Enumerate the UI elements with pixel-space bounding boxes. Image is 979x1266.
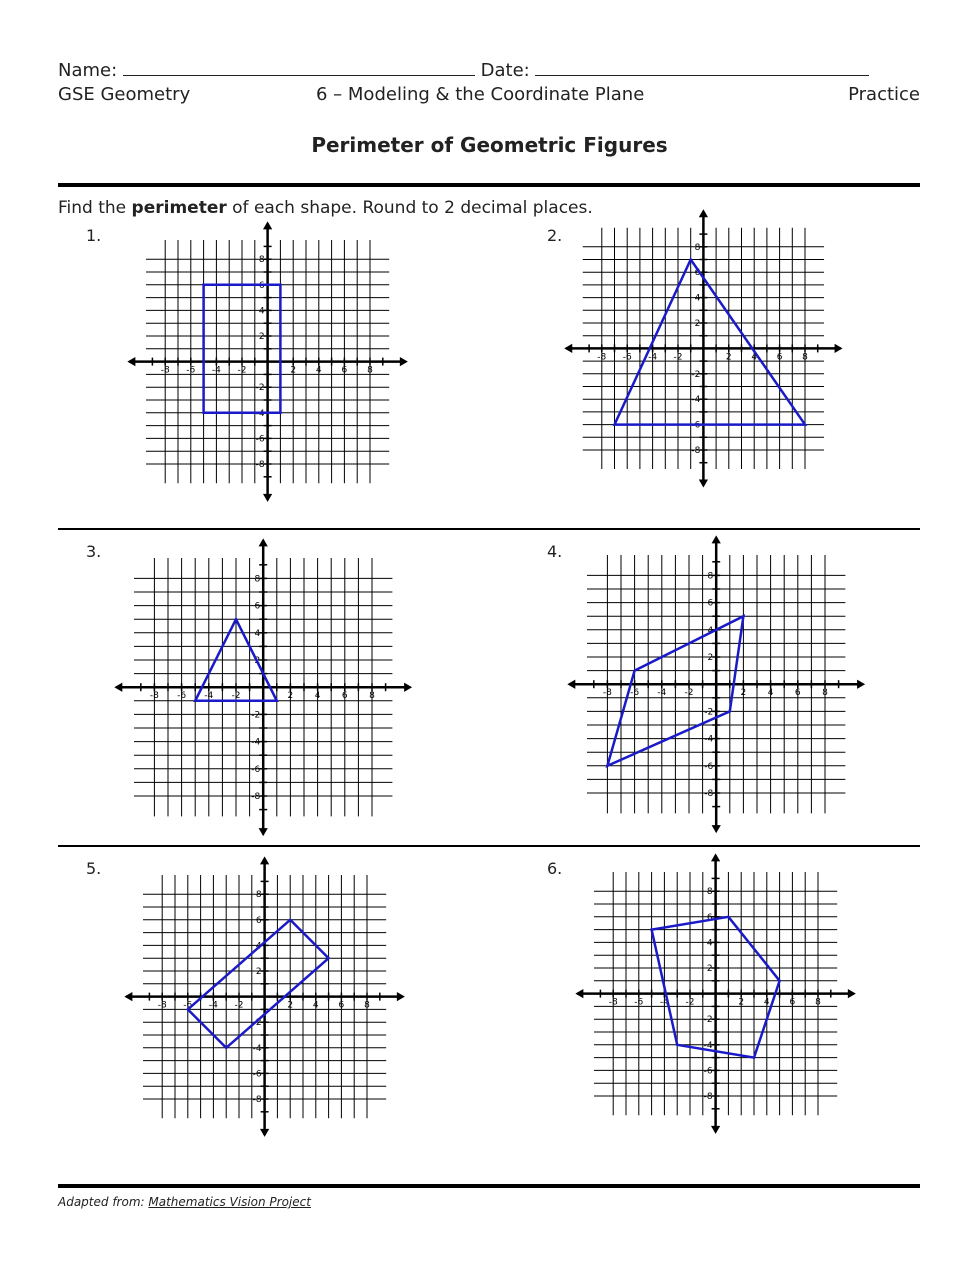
- x-tick-label: -4: [209, 1000, 219, 1011]
- y-tick-label: -2: [704, 1015, 713, 1026]
- y-tick-label: -6: [251, 764, 260, 775]
- x-tick-label: -6: [622, 351, 632, 362]
- arrow-right-icon: [848, 989, 856, 998]
- y-tick-label: 2: [707, 964, 713, 975]
- y-tick-label: 8: [254, 574, 260, 585]
- arrow-down-icon: [260, 1129, 269, 1137]
- y-tick-label: 4: [707, 938, 713, 949]
- y-tick-label: 4: [256, 941, 262, 952]
- x-tick-label: -4: [204, 690, 214, 701]
- arrow-up-icon: [263, 222, 272, 230]
- unit-label: 6 – Modeling & the Coordinate Plane: [316, 84, 645, 105]
- x-tick-label: 8: [367, 365, 374, 376]
- arrow-right-icon: [400, 357, 408, 366]
- y-tick-label: -6: [691, 420, 700, 431]
- x-tick-label: -6: [183, 1000, 193, 1011]
- problem-number: 4.: [547, 542, 563, 561]
- y-tick-label: -4: [251, 737, 260, 748]
- instructions-bold: perimeter: [131, 198, 227, 218]
- x-tick-label: 6: [341, 365, 348, 376]
- arrow-down-icon: [698, 479, 707, 487]
- coordinate-grid: [562, 840, 869, 1147]
- y-tick-label: -2: [704, 707, 713, 718]
- problem-number: 5.: [86, 859, 102, 878]
- y-tick-label: -6: [704, 761, 713, 772]
- x-tick-label: -8: [602, 687, 612, 698]
- arrow-left-icon: [564, 343, 572, 352]
- x-tick-label: -2: [684, 687, 694, 698]
- x-tick-label: 2: [290, 365, 297, 376]
- x-tick-label: 6: [776, 351, 783, 362]
- y-tick-label: -4: [253, 1044, 262, 1055]
- y-tick-label: 2: [707, 652, 713, 663]
- x-tick-label: 8: [801, 351, 808, 362]
- y-tick-label: -6: [256, 434, 265, 445]
- y-tick-label: 8: [707, 571, 713, 582]
- y-tick-label: 6: [259, 281, 265, 292]
- x-tick-label: 6: [789, 997, 796, 1008]
- y-tick-label: -8: [251, 791, 260, 802]
- x-tick-label: -6: [186, 365, 196, 376]
- x-tick-label: 4: [767, 687, 774, 698]
- y-tick-label: 2: [256, 967, 262, 978]
- x-tick-label: 4: [313, 1000, 320, 1011]
- x-tick-label: 6: [338, 1000, 345, 1011]
- problem-number: 2.: [547, 226, 563, 245]
- y-tick-label: -6: [253, 1069, 262, 1080]
- arrow-up-icon: [711, 854, 720, 862]
- x-tick-label: -8: [161, 365, 171, 376]
- footer-credit: [58, 1195, 311, 1209]
- arrow-up-icon: [260, 857, 269, 865]
- problem-number: 3.: [86, 542, 102, 561]
- y-tick-label: 2: [254, 655, 260, 666]
- x-tick-label: 4: [764, 997, 771, 1008]
- problem-number: 1.: [86, 226, 102, 245]
- instructions-after: of each shape. Round to 2 decimal places.: [226, 198, 593, 218]
- y-tick-label: 6: [694, 267, 700, 278]
- coordinate-grid: [553, 521, 879, 847]
- x-tick-label: -8: [596, 351, 606, 362]
- x-tick-label: -8: [158, 1000, 168, 1011]
- arrow-down-icon: [711, 825, 720, 833]
- x-tick-label: -2: [237, 365, 247, 376]
- x-tick-label: -4: [212, 365, 222, 376]
- x-tick-label: 8: [821, 687, 828, 698]
- footer-prefix: Adapted from:: [58, 1195, 149, 1209]
- y-tick-label: 2: [259, 332, 265, 343]
- y-tick-label: 6: [254, 601, 260, 612]
- x-tick-label: -6: [629, 687, 639, 698]
- arrow-down-icon: [258, 828, 267, 836]
- arrow-left-icon: [114, 682, 122, 691]
- arrow-left-icon: [567, 679, 575, 688]
- y-tick-label: -4: [704, 734, 713, 745]
- y-tick-label: 6: [707, 913, 713, 924]
- x-tick-label: 4: [750, 351, 757, 362]
- name-blank[interactable]: [123, 75, 475, 76]
- y-tick-label: -8: [704, 1092, 713, 1103]
- x-tick-label: -4: [647, 351, 657, 362]
- y-tick-label: -8: [704, 788, 713, 799]
- x-tick-label: -8: [149, 690, 159, 701]
- x-tick-label: -8: [609, 997, 619, 1008]
- x-tick-label: 4: [314, 690, 321, 701]
- arrow-right-icon: [404, 682, 412, 691]
- y-tick-label: -4: [704, 1041, 713, 1052]
- x-tick-label: -4: [657, 687, 667, 698]
- x-tick-label: -2: [673, 351, 683, 362]
- x-tick-label: 6: [794, 687, 801, 698]
- coordinate-grid: [111, 843, 418, 1150]
- x-tick-label: 8: [368, 690, 375, 701]
- footer-rule: [58, 1184, 920, 1188]
- course-label: GSE Geometry: [58, 84, 191, 105]
- x-tick-label: -2: [685, 997, 695, 1008]
- y-tick-label: 6: [707, 598, 713, 609]
- x-tick-label: 2: [738, 997, 745, 1008]
- name-line: [58, 60, 869, 81]
- x-tick-label: 2: [287, 1000, 294, 1011]
- x-tick-label: 2: [287, 690, 294, 701]
- y-tick-label: 4: [259, 306, 265, 317]
- x-tick-label: -6: [176, 690, 186, 701]
- x-tick-label: 8: [815, 997, 822, 1008]
- x-tick-label: -2: [231, 690, 241, 701]
- y-tick-label: 8: [256, 890, 262, 901]
- x-tick-label: 8: [364, 1000, 371, 1011]
- arrow-up-icon: [698, 209, 707, 217]
- arrow-left-icon: [576, 989, 584, 998]
- y-tick-label: 4: [694, 293, 700, 304]
- y-tick-label: -4: [691, 394, 700, 405]
- x-tick-label: 2: [740, 687, 747, 698]
- arrow-left-icon: [125, 992, 133, 1001]
- shape-outline: [614, 259, 805, 424]
- y-tick-label: -8: [253, 1095, 262, 1106]
- y-tick-label: -6: [704, 1066, 713, 1077]
- y-tick-label: -8: [256, 460, 265, 471]
- x-tick-label: -2: [234, 1000, 244, 1011]
- top-rule: [58, 183, 920, 187]
- y-tick-label: -8: [691, 445, 700, 456]
- arrow-down-icon: [711, 1126, 720, 1134]
- y-tick-label: 8: [259, 255, 265, 266]
- page-title: Perimeter of Geometric Figures: [311, 133, 668, 157]
- arrow-right-icon: [397, 992, 405, 1001]
- problem-number: 6.: [547, 859, 563, 878]
- y-tick-label: 8: [707, 887, 713, 898]
- y-tick-label: 2: [694, 318, 700, 329]
- x-tick-label: 2: [725, 351, 732, 362]
- name-label: Name:: [58, 60, 118, 81]
- date-label: Date:: [480, 60, 530, 81]
- y-tick-label: -2: [253, 1018, 262, 1029]
- y-tick-label: 6: [256, 916, 262, 927]
- arrow-left-icon: [128, 357, 136, 366]
- arrow-right-icon: [857, 679, 865, 688]
- coordinate-grid: [100, 524, 426, 850]
- y-tick-label: 4: [707, 625, 713, 636]
- y-tick-label: -2: [251, 710, 260, 721]
- arrow-down-icon: [263, 494, 272, 502]
- y-tick-label: -2: [256, 383, 265, 394]
- arrow-right-icon: [834, 343, 842, 352]
- footer-source-link[interactable]: Mathematics Vision Project: [148, 1195, 311, 1209]
- x-tick-label: 6: [341, 690, 348, 701]
- y-tick-label: -2: [691, 369, 700, 380]
- coordinate-grid: [551, 196, 856, 501]
- instructions-before: Find the: [58, 198, 132, 218]
- y-tick-label: 4: [254, 628, 260, 639]
- x-tick-label: -4: [660, 997, 670, 1008]
- date-blank[interactable]: [535, 75, 869, 76]
- x-tick-label: -6: [634, 997, 644, 1008]
- y-tick-label: -4: [256, 409, 265, 420]
- coordinate-grid: [114, 208, 421, 515]
- worksheet-type: Practice: [848, 84, 920, 105]
- arrow-up-icon: [258, 538, 267, 546]
- arrow-up-icon: [711, 535, 720, 543]
- y-tick-label: 8: [694, 242, 700, 253]
- x-tick-label: 4: [316, 365, 323, 376]
